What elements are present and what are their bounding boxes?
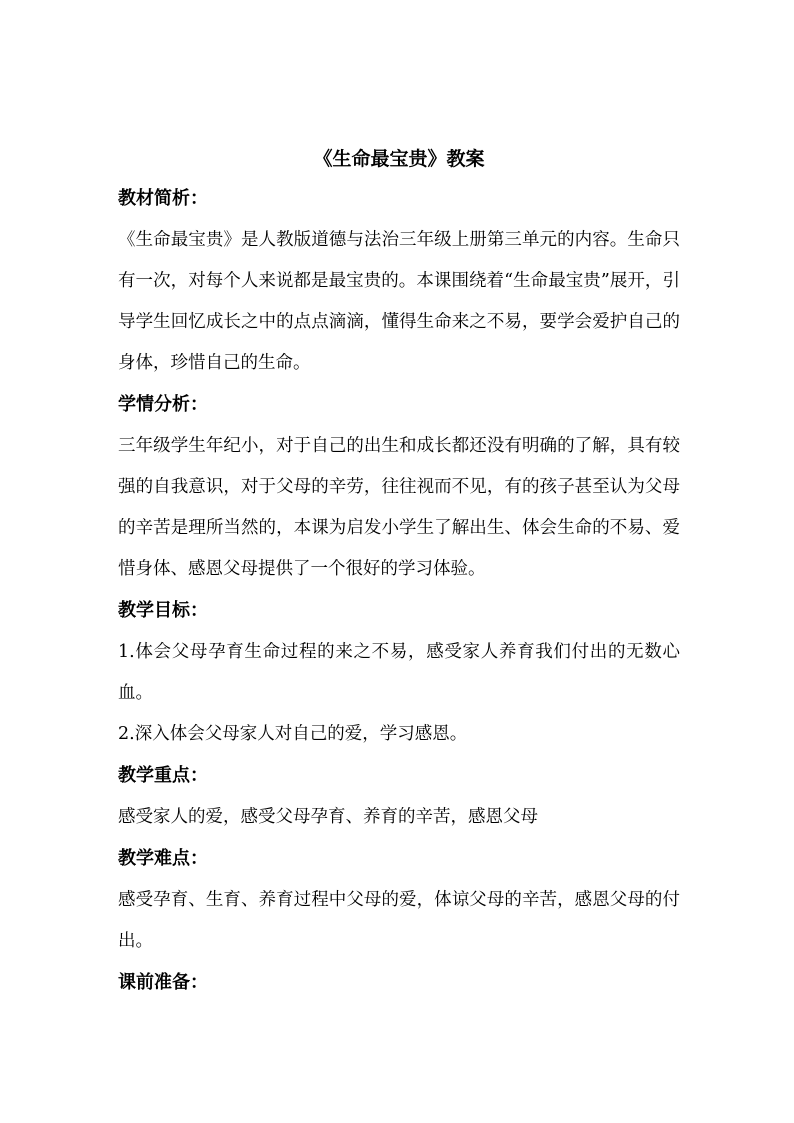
document-body: [118, 140, 680, 1004]
paragraph-difficulties: 感受孕育、生育、养育过程中父母的爱，体谅父母的辛苦，感恩父母的付出。: [118, 890, 680, 951]
paragraph-teaching-goal-2: 2.深入体会父母家人对自己的爱，学习感恩。: [118, 724, 468, 744]
section-heading-preparation: 课前准备：: [118, 972, 208, 993]
section-heading-student-analysis: 学情分析：: [118, 394, 208, 415]
section-heading-difficulties: 教学难点：: [118, 848, 208, 869]
section-heading-teaching-goals: 教学目标：: [118, 600, 208, 621]
paragraph-teaching-goal-1: 1.体会父母孕育生命过程的来之不易，感受家人养育我们付出的无数心血。: [118, 642, 680, 703]
section-heading-key-points: 教学重点：: [118, 765, 208, 786]
document-title: 《生命最宝贵》教案: [313, 148, 485, 170]
paragraph-student-analysis: 三年级学生年纪小，对于自己的出生和成长都还没有明确的了解，具有较强的自我意识，对于父母的辛劳，往往视而不见，有的孩子甚至认为父母的辛苦是理所当然的，本课为启发小学生了解出生、体会生命的不易、爱惜身体、感恩父母提供了一个很好的学习体验。: [118, 436, 680, 579]
paragraph-key-points: 感受家人的爱，感受父母孕育、养育的辛苦，感恩父母: [118, 807, 538, 827]
paragraph-textbook-analysis: 《生命最宝贵》是人教版道德与法治三年级上册第三单元的内容。生命只有一次，对每个人来说都是最宝贵的。本课围绕着“生命最宝贵”展开，引导学生回忆成长之中的点点滴滴，懂得生命来之不易，要学会爱护自己的身体，珍惜自己的生命。: [118, 230, 680, 373]
section-heading-textbook-analysis: 教材简析：: [118, 188, 208, 209]
